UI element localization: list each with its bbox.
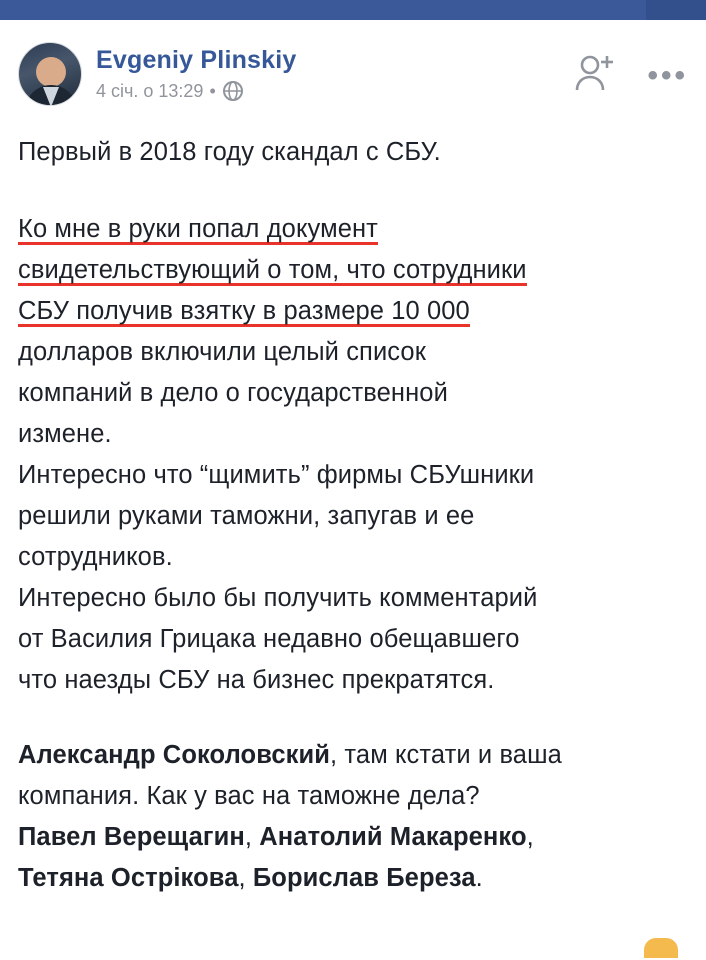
post-line-15: компания. Как у вас на таможне дела? bbox=[18, 782, 480, 810]
post-line-11: Интересно было бы получить комментарий bbox=[18, 584, 538, 612]
post-timestamp[interactable]: 4 січ. о 13:29 bbox=[96, 80, 204, 101]
post-line-8: Интересно что “щимить” фирмы СБУшники bbox=[18, 461, 535, 489]
post-header bbox=[18, 20, 688, 106]
post-line-2 bbox=[18, 209, 688, 250]
post-line-9: решили руками таможни, запугав и ее bbox=[18, 502, 475, 530]
post-line-10: сотрудников. bbox=[18, 543, 173, 571]
post-meta bbox=[96, 80, 297, 102]
post-line-17 bbox=[18, 858, 688, 899]
post-line-14 bbox=[18, 735, 688, 776]
author-name[interactable]: Evgeniy Plinskiy bbox=[96, 46, 297, 74]
mention-separator: , bbox=[238, 864, 253, 892]
avatar[interactable] bbox=[18, 42, 82, 106]
add-friend-icon[interactable] bbox=[571, 50, 617, 101]
highlighted-text: свидетельствующий о том, что сотрудники bbox=[18, 256, 527, 284]
mention-link[interactable]: Анатолий Макаренко bbox=[259, 823, 527, 851]
line-end: , bbox=[526, 823, 534, 851]
mention-link[interactable]: Борислав Береза bbox=[252, 864, 476, 892]
post-line-3 bbox=[18, 250, 688, 291]
post-line-12: от Василия Грицака недавно обещавшего bbox=[18, 625, 520, 653]
post-line-13: что наезды СБУ на бизнес прекратятся. bbox=[18, 666, 495, 694]
avatar-face bbox=[36, 57, 66, 87]
post-body bbox=[18, 132, 688, 899]
post-line-1: Первый в 2018 году скандал с СБУ. bbox=[18, 138, 441, 166]
author-block bbox=[96, 42, 297, 102]
facebook-top-bar bbox=[0, 0, 706, 20]
post-line-14-rest: , там кстати и ваша bbox=[330, 741, 562, 769]
header-actions bbox=[571, 50, 688, 101]
post-line-4 bbox=[18, 291, 688, 332]
line-end: . bbox=[475, 864, 483, 892]
top-bar-right-segment bbox=[646, 0, 706, 20]
post-line-6: компаний в дело о государственной bbox=[18, 379, 448, 407]
post-line-5: долларов включили целый список bbox=[18, 338, 426, 366]
meta-separator: • bbox=[209, 80, 216, 101]
post-line-7: измене. bbox=[18, 420, 112, 448]
highlighted-text: Ко мне в руки попал документ bbox=[18, 215, 378, 243]
top-bar-inner bbox=[0, 0, 706, 20]
post-line-16 bbox=[18, 817, 688, 858]
mention-link[interactable]: Александр Соколовский bbox=[18, 741, 331, 769]
mention-link[interactable]: Тетяна Острікова bbox=[18, 864, 239, 892]
more-options-icon[interactable]: ••• bbox=[647, 58, 688, 92]
globe-icon[interactable] bbox=[222, 80, 244, 102]
post-blank-line bbox=[18, 173, 688, 209]
highlighted-text: СБУ получив взятку в размере 10 000 bbox=[18, 297, 470, 325]
reaction-icon[interactable] bbox=[644, 938, 678, 958]
post-container bbox=[0, 20, 706, 899]
mention-separator: , bbox=[244, 823, 260, 851]
mention-link[interactable]: Павел Верещагин bbox=[18, 823, 245, 851]
